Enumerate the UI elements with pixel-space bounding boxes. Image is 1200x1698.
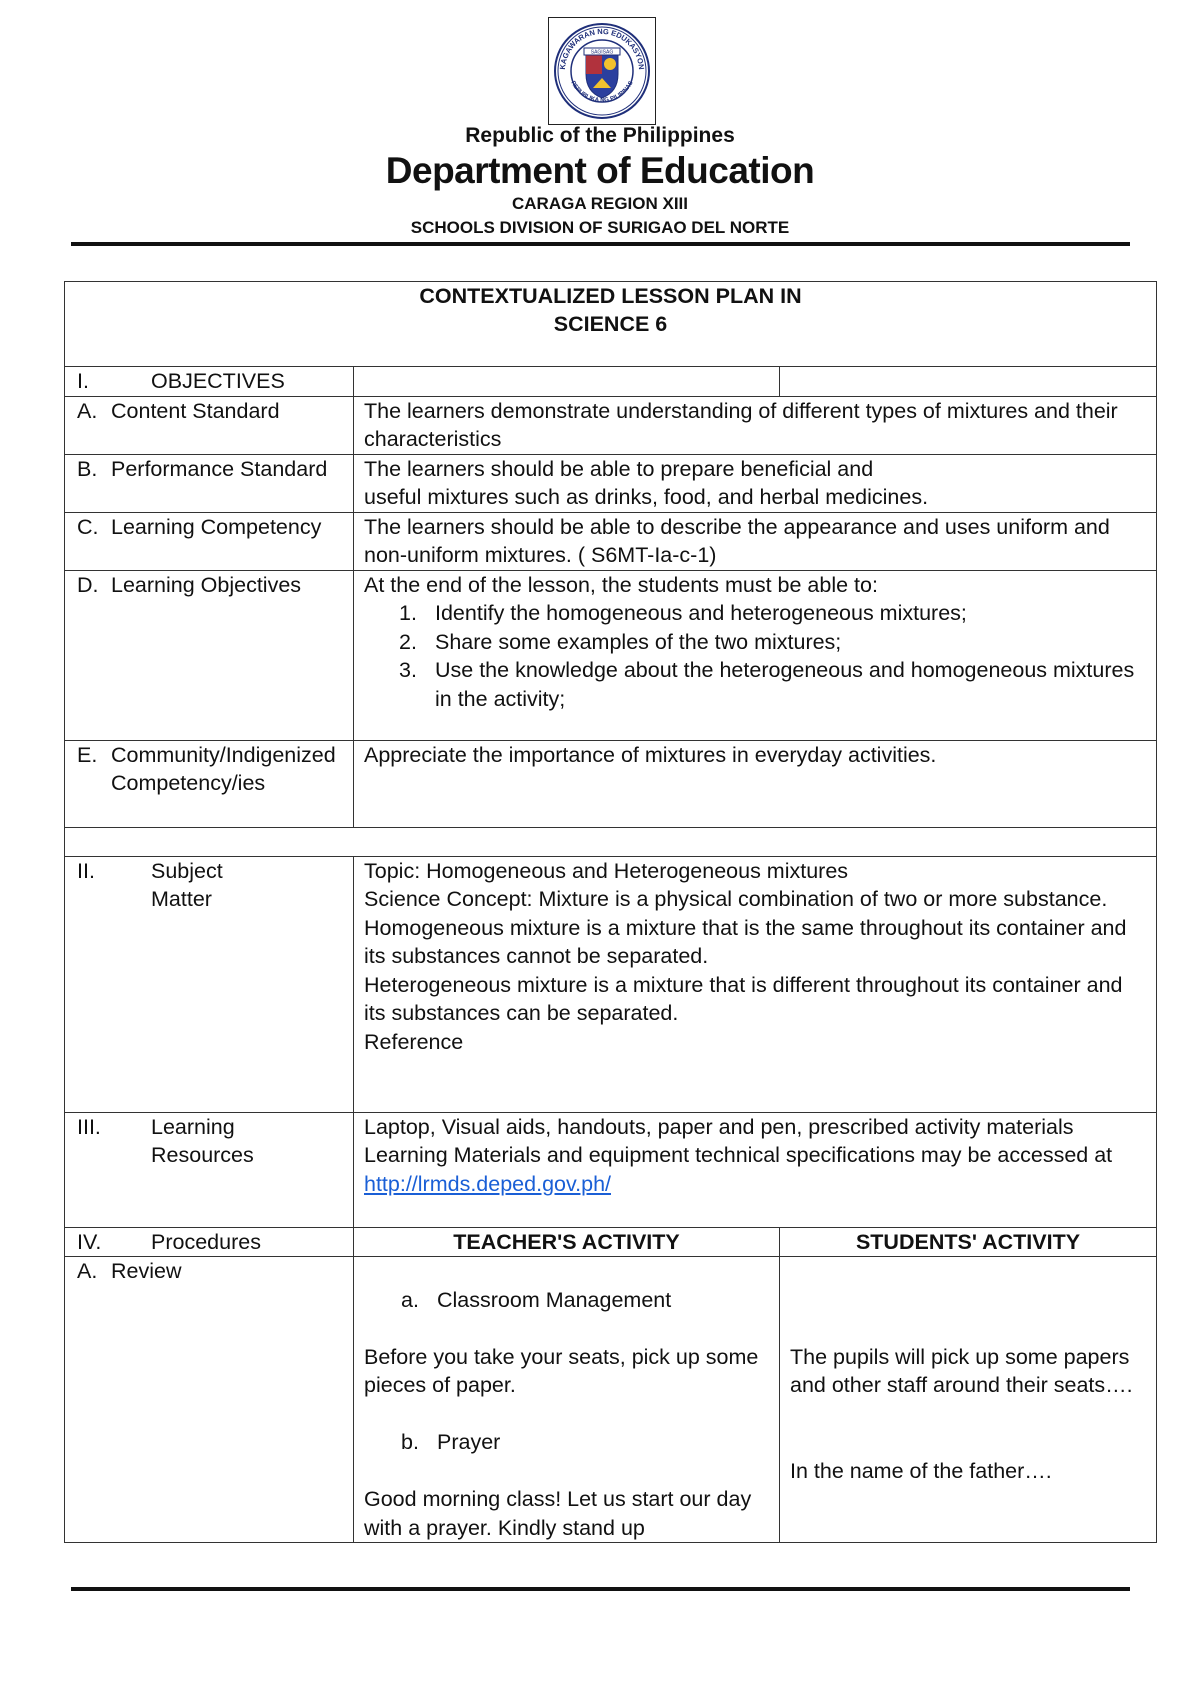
objectives-marker: I.	[77, 369, 89, 393]
performance-standard-label: Performance Standard	[111, 456, 328, 481]
community-label-cell	[65, 740, 354, 827]
students-review-cell	[780, 1257, 1157, 1543]
learning-objectives-list	[364, 599, 1146, 713]
learning-resources-cell	[354, 1112, 1157, 1227]
list-item-text: Identify the homogeneous and heterogeneous mixtures;	[435, 601, 967, 625]
content-standard-row	[65, 396, 1157, 454]
review-marker: A.	[77, 1259, 98, 1283]
list-item	[364, 656, 1146, 713]
procedures-label: Procedures	[151, 1229, 261, 1254]
list-item-text: Use the knowledge about the heterogeneous and homogeneous mixtures in the activity;	[435, 658, 1135, 711]
community-row	[65, 740, 1157, 827]
prayer-marker: b.	[401, 1430, 419, 1454]
seal-text-bottom: REPUBLIKA NG PILIPINAS	[569, 80, 635, 104]
review-row	[65, 1257, 1157, 1543]
deped-seal-graphic	[549, 18, 655, 124]
community-text: Appreciate the importance of mixtures in everyday activities.	[354, 740, 1157, 827]
objectives-row	[65, 367, 1157, 397]
student-response-1: The pupils will pick up some papers and other staff around their seats….	[790, 1344, 1133, 1397]
community-label: Community/Indigenized Competency/ies	[111, 742, 336, 795]
learning-resources-label: Learning Resources	[151, 1114, 254, 1167]
resources-materials: Laptop, Visual aids, handouts, paper and pen, prescribed activity materials	[364, 1114, 1074, 1139]
review-label: Review	[111, 1259, 182, 1283]
list-item	[364, 599, 1146, 628]
department-heading: Department of Education	[385, 150, 815, 191]
teacher-activity-header: TEACHER'S ACTIVITY	[354, 1227, 780, 1257]
learning-competency-row	[65, 512, 1157, 570]
learning-resources-label-cell	[65, 1112, 354, 1227]
deped-seal	[548, 17, 656, 125]
procedures-marker: IV.	[77, 1229, 102, 1254]
resources-access-text: Learning Materials and equipment technical specifications may be accessed at	[364, 1143, 1113, 1167]
republic-heading: Republic of the Philippines	[465, 124, 735, 147]
performance-standard-marker: B.	[77, 456, 98, 481]
spacer-cell	[65, 827, 1157, 856]
students-activity-header: STUDENTS' ACTIVITY	[780, 1227, 1157, 1257]
learning-objectives-label: Learning Objectives	[111, 572, 302, 597]
performance-standard-line1: The learners should be able to prepare beneficial and	[364, 456, 874, 481]
lesson-plan-table	[64, 281, 1157, 1543]
teacher-instruction-1: Before you take your seats, pick up some pieces of paper.	[364, 1344, 759, 1397]
region-heading: CARAGA REGION XIII	[512, 194, 688, 213]
seal-text-top: KAGAWARAN NG EDUKASYON	[557, 26, 647, 70]
header-divider	[71, 242, 1130, 246]
performance-standard-row	[65, 454, 1157, 512]
subject-matter-cell	[354, 856, 1157, 1112]
review-label-cell	[65, 1257, 354, 1543]
content-standard-marker: A.	[77, 398, 98, 423]
resources-access	[364, 1141, 1146, 1198]
performance-standard-line2: useful mixtures such as drinks, food, and herbal medicines.	[364, 485, 929, 509]
subject-concept: Science Concept: Mixture is a physical combination of two or more substance.	[364, 887, 1108, 911]
subject-matter-row	[65, 856, 1157, 1112]
list-item	[364, 628, 1146, 657]
lrmds-link[interactable]: http://lrmds.deped.gov.ph/	[364, 1171, 611, 1196]
content-standard-text: The learners demonstrate understanding of different types of mixtures and their characteristics	[354, 396, 1157, 454]
teacher-review-cell	[354, 1257, 780, 1543]
list-item-number: 1.	[399, 601, 417, 625]
learning-competency-label-cell	[65, 512, 354, 570]
performance-standard-label-cell	[65, 454, 354, 512]
plan-title-line2: SCIENCE 6	[553, 312, 668, 336]
subject-matter-label: Subject Matter	[151, 858, 223, 911]
learning-objectives-row	[65, 570, 1157, 740]
teacher-instruction-2: Good morning class! Let us start our day with a prayer. Kindly stand up	[364, 1487, 752, 1540]
learning-competency-label: Learning Competency	[111, 514, 322, 539]
objectives-blank-cell-2	[780, 367, 1157, 397]
procedures-label-cell	[65, 1227, 354, 1257]
subject-reference: Reference	[364, 1029, 464, 1054]
student-response-2: In the name of the father….	[790, 1458, 1052, 1483]
learning-competency-text: The learners should be able to describe the appearance and uses uniform and non-uniform mixtures. ( S6MT-Ia-c-1)	[354, 512, 1157, 570]
learning-objectives-label-cell	[65, 570, 354, 740]
community-marker: E.	[77, 742, 98, 767]
learning-objectives-intro: At the end of the lesson, the students must be able to:	[364, 572, 878, 597]
learning-competency-marker: C.	[77, 514, 99, 539]
learning-objectives-cell	[354, 570, 1157, 740]
procedures-header-row	[65, 1227, 1157, 1257]
content-standard-label-cell	[65, 396, 354, 454]
prayer-label: Prayer	[437, 1430, 501, 1454]
content-standard-label: Content Standard	[111, 398, 280, 423]
subject-topic: Topic: Homogeneous and Heterogeneous mixtures	[364, 858, 849, 883]
classroom-management-item	[364, 1286, 769, 1315]
objectives-blank-cell	[354, 367, 780, 397]
classroom-management-label: Classroom Management	[437, 1287, 672, 1312]
prayer-item	[364, 1428, 769, 1457]
list-item-text: Share some examples of the two mixtures;	[435, 629, 842, 654]
plan-title-line1: CONTEXTUALIZED LESSON PLAN IN	[419, 284, 802, 308]
classroom-management-marker: a.	[401, 1287, 419, 1312]
title-row	[65, 282, 1157, 367]
spacer-row	[65, 827, 1157, 856]
learning-objectives-marker: D.	[77, 572, 99, 597]
objectives-label-cell	[65, 367, 354, 397]
subject-homogeneous: Homogeneous mixture is a mixture that is the same throughout its container and its substances cannot be separated.	[364, 915, 1127, 968]
learning-resources-marker: III.	[77, 1114, 101, 1139]
list-item-number: 3.	[399, 658, 417, 682]
subject-matter-label-cell	[65, 856, 354, 1112]
seal-banner: SAGISAG	[590, 49, 614, 56]
footer-divider	[71, 1587, 1130, 1591]
performance-standard-cell	[354, 454, 1157, 512]
objectives-label: OBJECTIVES	[151, 369, 285, 393]
division-heading: SCHOOLS DIVISION OF SURIGAO DEL NORTE	[410, 218, 790, 237]
learning-resources-row	[65, 1112, 1157, 1227]
subject-heterogeneous: Heterogeneous mixture is a mixture that is different throughout its container and its substances can be separated.	[364, 972, 1123, 1025]
plan-title	[65, 282, 1157, 367]
subject-matter-marker: II.	[77, 858, 95, 883]
list-item-number: 2.	[399, 629, 417, 654]
